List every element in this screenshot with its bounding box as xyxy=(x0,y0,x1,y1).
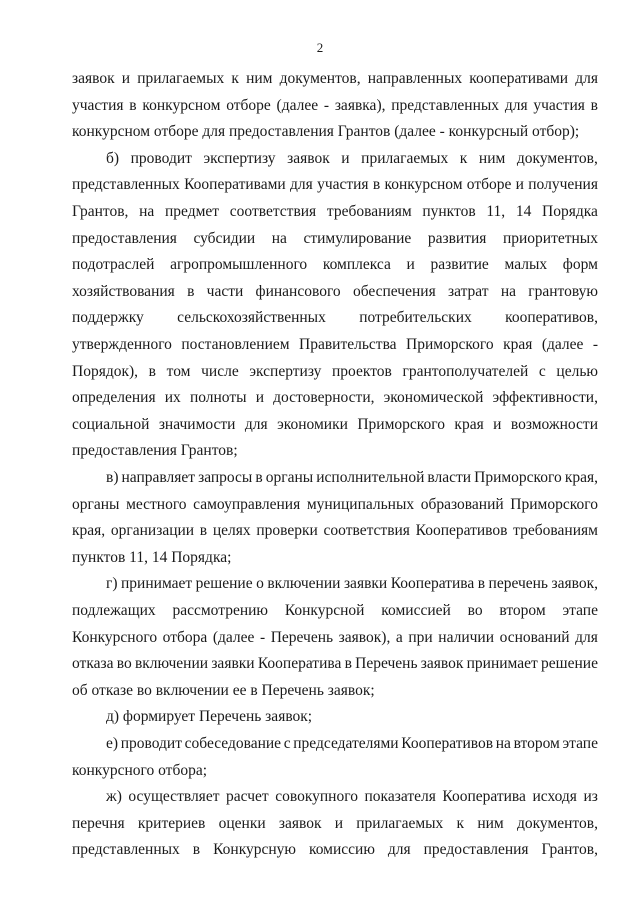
word: Приморского xyxy=(474,469,562,486)
word: Приморского xyxy=(510,495,598,513)
word: обеспечения xyxy=(352,282,436,300)
word: форм xyxy=(562,256,598,274)
word: подотраслей xyxy=(72,256,155,274)
word: развития xyxy=(427,229,487,247)
word: возможности xyxy=(510,415,598,433)
text-line xyxy=(72,94,598,118)
text-line xyxy=(106,785,598,809)
text-line: конкурсного отбора; xyxy=(72,761,208,779)
word: Конкурсной xyxy=(284,602,365,619)
word: и xyxy=(121,70,131,87)
word: при xyxy=(408,628,433,646)
word: Кооператива xyxy=(257,655,342,673)
word: решение xyxy=(195,575,253,593)
word: заявка), xyxy=(334,96,386,114)
text-line: пунктов 11, 14 Порядка; xyxy=(72,548,232,566)
word: в xyxy=(192,841,201,859)
word: документов, xyxy=(279,70,361,87)
word: числе xyxy=(201,362,239,380)
word: оснований xyxy=(499,628,570,646)
word: - xyxy=(592,336,598,353)
word: рассмотрению xyxy=(172,602,268,619)
word: документов, xyxy=(516,814,598,832)
word: е) xyxy=(106,735,119,752)
text-line xyxy=(72,812,598,836)
word: прилагаемых xyxy=(361,149,449,167)
word: представленных xyxy=(391,96,500,114)
word: (далее xyxy=(212,628,255,646)
word: самоуправления xyxy=(193,495,301,513)
word: для xyxy=(290,176,313,194)
word: экономики xyxy=(277,415,348,433)
word: участия xyxy=(533,96,585,114)
word: края, xyxy=(564,469,598,486)
word: прилагаемых xyxy=(137,70,225,87)
word: организации xyxy=(110,522,195,540)
word: полноты xyxy=(189,389,247,407)
word: принимает xyxy=(466,655,538,673)
word: определения xyxy=(72,389,156,407)
word: Перечень xyxy=(355,655,418,673)
word: ним xyxy=(246,70,273,87)
word: для xyxy=(387,841,411,859)
word: включении xyxy=(267,575,341,593)
text-line xyxy=(72,519,598,543)
word: том xyxy=(166,362,191,380)
word: 11, xyxy=(486,203,506,220)
text-line xyxy=(72,599,598,623)
word: экспертизу xyxy=(203,149,276,167)
text-line xyxy=(72,280,598,304)
text-line xyxy=(72,652,598,676)
word: на xyxy=(495,735,511,752)
word: проверки xyxy=(256,522,318,540)
word: заявок), xyxy=(338,628,391,646)
word: предоставления xyxy=(423,841,529,859)
word: и xyxy=(515,176,524,194)
text-line xyxy=(72,306,598,330)
word: втором xyxy=(513,735,560,752)
word: и xyxy=(406,256,415,274)
word: к xyxy=(459,149,468,167)
text-line: об отказе во включении ее в Перечень заявок; xyxy=(72,681,375,699)
word: с xyxy=(283,735,291,752)
word: отбора xyxy=(162,628,208,646)
word: направленных xyxy=(367,70,463,87)
word: их xyxy=(164,389,181,407)
word: муниципальных xyxy=(306,495,415,513)
word: постановлением xyxy=(181,336,290,353)
word: края, xyxy=(72,522,106,540)
word: принимает xyxy=(121,575,193,593)
word: местного xyxy=(126,495,187,513)
text-line: предоставления Грантов; xyxy=(72,442,238,460)
word: Приморского xyxy=(406,336,494,353)
word: этапе xyxy=(562,735,598,752)
word: из xyxy=(583,788,598,806)
word: Кооператива xyxy=(390,575,475,593)
word: пунктов xyxy=(422,203,476,220)
word: на xyxy=(500,282,516,300)
word: участия xyxy=(72,96,124,114)
word: края xyxy=(503,336,533,353)
word: в xyxy=(590,96,598,114)
word: 14 xyxy=(515,203,532,220)
word: в xyxy=(148,362,156,380)
word: поддержку xyxy=(72,309,144,327)
text-line xyxy=(106,147,598,171)
word: стимулирование xyxy=(303,229,412,247)
word: Кооперативов xyxy=(415,522,508,540)
word: о xyxy=(256,575,264,593)
word: показателя xyxy=(364,788,436,806)
word: - xyxy=(259,628,266,646)
word: власти xyxy=(427,469,472,486)
word: в xyxy=(187,282,195,300)
text-line xyxy=(72,67,598,91)
text-line xyxy=(72,626,598,650)
word: втором xyxy=(499,602,546,619)
word: Правительства xyxy=(299,336,397,353)
text-line xyxy=(72,360,598,384)
word: комиссией xyxy=(381,602,451,619)
word: грантополучателей xyxy=(402,362,529,380)
word: для xyxy=(575,628,598,646)
word: образований xyxy=(420,495,504,513)
word: Грантов, xyxy=(541,841,598,859)
text-line xyxy=(106,732,598,756)
page-number: 2 xyxy=(316,40,324,55)
text-line xyxy=(72,838,598,862)
word: заявок, xyxy=(551,575,598,593)
text-line xyxy=(72,493,598,517)
word: предмет xyxy=(165,203,220,220)
word: Порядок), xyxy=(72,362,139,380)
word: целях xyxy=(212,522,251,540)
word: Конкурсную xyxy=(213,841,297,859)
word: получения xyxy=(528,176,598,194)
word: целью xyxy=(556,362,598,380)
word: и xyxy=(341,149,350,167)
word: экономической xyxy=(383,389,484,407)
word: приоритетных xyxy=(502,229,598,247)
word: с xyxy=(538,362,546,380)
word: расчет xyxy=(226,788,269,806)
word: а xyxy=(395,628,403,646)
word: документов, xyxy=(516,149,598,167)
word: представленных xyxy=(72,841,180,859)
word: конкурсном xyxy=(384,176,463,194)
word: части xyxy=(206,282,244,300)
word: на xyxy=(271,229,287,247)
word: оценки xyxy=(218,814,266,832)
word: финансового xyxy=(255,282,341,300)
word: подлежащих xyxy=(72,602,156,619)
word: кооперативами xyxy=(469,70,569,87)
word: заявки xyxy=(211,655,255,673)
word: проводит xyxy=(120,735,182,752)
word: включении xyxy=(134,655,209,673)
word: в xyxy=(199,522,208,540)
word: отборе xyxy=(226,96,271,114)
word: проектов xyxy=(332,362,392,380)
word: края xyxy=(454,415,484,433)
word: соответствия xyxy=(229,203,317,220)
word: г) xyxy=(106,575,118,593)
word: малых xyxy=(504,256,548,274)
text-line xyxy=(72,173,598,197)
word: требованиям xyxy=(326,203,412,220)
word: органы xyxy=(72,495,120,513)
word: кооперативов, xyxy=(505,309,598,327)
word: исполнительной xyxy=(316,469,425,486)
text-line: д) формирует Перечень заявок; xyxy=(106,708,313,726)
word: Порядка xyxy=(542,203,598,220)
word: конкурсном xyxy=(142,96,221,114)
word: к xyxy=(456,814,465,832)
word: предоставления xyxy=(72,229,177,247)
word: Перечень xyxy=(270,628,334,646)
word: в xyxy=(344,655,352,673)
word: (далее xyxy=(541,336,584,353)
word: в) xyxy=(106,469,119,486)
word: решение xyxy=(541,655,598,673)
word: в xyxy=(372,176,381,194)
word: для xyxy=(575,70,598,87)
text-line xyxy=(72,253,598,277)
word: собеседование xyxy=(184,735,282,752)
word: агропромышленного xyxy=(170,256,308,274)
word: сельскохозяйственных xyxy=(177,309,326,327)
word: для xyxy=(504,96,528,114)
word: достоверности, xyxy=(273,389,375,407)
text-line xyxy=(106,572,598,596)
text-line xyxy=(106,466,598,490)
word: в xyxy=(129,96,137,114)
word: к xyxy=(231,70,239,87)
word: комплекса xyxy=(322,256,391,274)
word: б) xyxy=(106,149,120,167)
word: органы xyxy=(265,469,314,486)
word: ним xyxy=(477,814,504,832)
word: в xyxy=(477,575,486,593)
word: отборе xyxy=(466,176,512,194)
word: исходя xyxy=(532,788,577,806)
word: утвержденного xyxy=(72,336,172,353)
word: на xyxy=(139,203,155,220)
word: участия xyxy=(317,176,369,194)
word: критериев xyxy=(137,814,206,832)
word: для xyxy=(244,415,268,433)
word: Кооператива xyxy=(442,788,526,806)
word: наличии xyxy=(438,628,495,646)
word: Приморского xyxy=(357,415,445,433)
word: потребительских xyxy=(359,309,472,327)
word: и xyxy=(334,814,344,832)
word: соответствия xyxy=(323,522,410,540)
word: заявок xyxy=(278,814,322,832)
text-line xyxy=(72,333,598,357)
word: и xyxy=(255,389,264,407)
word: во xyxy=(116,655,132,673)
word: отказа xyxy=(72,655,114,673)
word: субсидии xyxy=(193,229,256,247)
word: развитие xyxy=(430,256,489,274)
word: председателями xyxy=(293,735,399,752)
word: заявок xyxy=(72,70,115,87)
word: в xyxy=(255,469,263,486)
word: перечня xyxy=(72,814,125,832)
word: комиссию xyxy=(308,841,375,859)
word: Грантов, xyxy=(72,203,129,220)
word: осуществляет xyxy=(128,788,220,806)
word: затрат xyxy=(447,282,489,300)
word: заявки xyxy=(343,575,388,593)
word: Кооперативов xyxy=(401,735,494,752)
word: значимости xyxy=(158,415,236,433)
word: Кооперативами xyxy=(184,176,286,194)
text-line xyxy=(72,413,598,437)
word: этапе xyxy=(562,602,598,619)
word: совокупного xyxy=(275,788,358,806)
text-line: конкурсном отборе для предоставления Грантов (далее - конкурсный отбор); xyxy=(72,123,580,141)
word: представленных xyxy=(72,176,180,194)
word: перечень xyxy=(488,575,549,593)
word: Конкурсного xyxy=(72,628,158,646)
word: хозяйствования xyxy=(72,282,175,300)
word: прилагаемых xyxy=(356,814,444,832)
text-line xyxy=(72,200,598,224)
word: социальной xyxy=(72,415,150,433)
word: заявок xyxy=(287,149,330,167)
word: эффективности, xyxy=(492,389,598,407)
word: требованиям xyxy=(513,522,598,540)
word: запросы xyxy=(198,469,253,486)
word: направляет xyxy=(121,469,196,486)
word: ним xyxy=(478,149,506,167)
word: экспертизу xyxy=(249,362,322,380)
word: (далее xyxy=(276,96,319,114)
word: во xyxy=(467,602,483,619)
word: заявок xyxy=(420,655,464,673)
text-line xyxy=(72,227,598,251)
word: - xyxy=(323,96,330,114)
word: проводит xyxy=(130,149,192,167)
text-line xyxy=(72,386,598,410)
word: грантовую xyxy=(528,282,598,300)
word: ж) xyxy=(106,788,122,806)
word: и xyxy=(493,415,502,433)
